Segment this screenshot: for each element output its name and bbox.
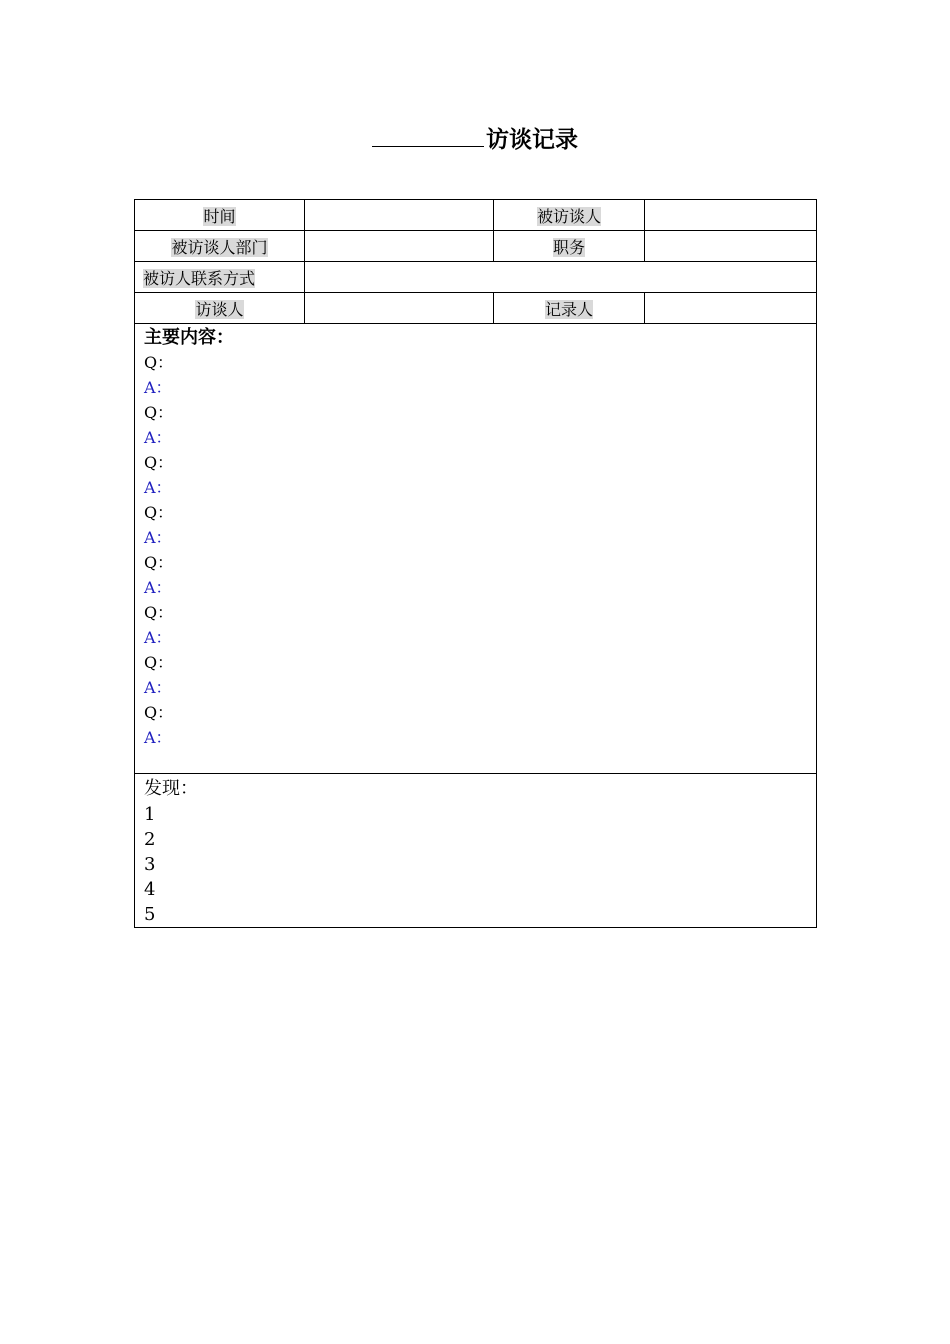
title-blank-line[interactable] [372, 120, 484, 147]
contact-label: 被访人联系方式 [143, 268, 256, 288]
interviewee-label-cell [494, 200, 645, 231]
position-label-cell [494, 231, 645, 262]
interviewee-label: 被访谈人 [536, 206, 601, 226]
qa-line: A： [144, 578, 172, 597]
contact-label-cell [135, 262, 305, 293]
position-label: 职务 [552, 237, 585, 257]
qa-line: Q： [144, 553, 174, 572]
department-label: 被访谈人部门 [171, 237, 268, 257]
time-value-cell[interactable] [305, 200, 494, 231]
department-value-cell[interactable] [305, 231, 494, 262]
page-title-text: 访谈记录 [486, 126, 578, 153]
finding-item: 2 [144, 829, 156, 850]
page-title [0, 120, 950, 156]
department-label-cell [135, 231, 305, 262]
interviewer-label-cell [135, 293, 305, 324]
qa-line: Q： [144, 503, 174, 522]
main-content-cell[interactable] [135, 324, 817, 774]
row-interviewer [135, 293, 817, 324]
finding-item: 5 [144, 904, 156, 925]
row-findings [135, 774, 817, 928]
qa-line: A： [144, 428, 172, 447]
row-department [135, 231, 817, 262]
recorder-value-cell[interactable] [645, 293, 817, 324]
findings-cell[interactable] [135, 774, 817, 928]
qa-line: A： [144, 678, 172, 697]
interviewee-value-cell[interactable] [645, 200, 817, 231]
qa-line: Q： [144, 403, 174, 422]
interview-form-table [134, 199, 817, 928]
interviewer-value-cell[interactable] [305, 293, 494, 324]
qa-line: A： [144, 728, 172, 747]
qa-line: A： [144, 628, 172, 647]
qa-line: A： [144, 378, 172, 397]
qa-line: Q： [144, 353, 174, 372]
qa-line: Q： [144, 453, 174, 472]
contact-value-cell[interactable] [305, 262, 817, 293]
finding-item: 4 [144, 879, 156, 900]
findings-heading: 发现： [144, 778, 198, 799]
qa-line: Q： [144, 603, 174, 622]
qa-line: Q： [144, 653, 174, 672]
interviewer-label: 访谈人 [195, 299, 244, 319]
main-content-heading: 主要内容： [144, 327, 234, 348]
finding-item: 1 [144, 804, 156, 825]
qa-line: A： [144, 478, 172, 497]
qa-line: A： [144, 528, 172, 547]
time-label-cell [135, 200, 305, 231]
time-label: 时间 [203, 206, 236, 226]
row-contact [135, 262, 817, 293]
row-time [135, 200, 817, 231]
recorder-label: 记录人 [544, 299, 593, 319]
recorder-label-cell [494, 293, 645, 324]
position-value-cell[interactable] [645, 231, 817, 262]
finding-item: 3 [144, 854, 156, 875]
row-main-content [135, 324, 817, 774]
qa-line: Q： [144, 703, 174, 722]
